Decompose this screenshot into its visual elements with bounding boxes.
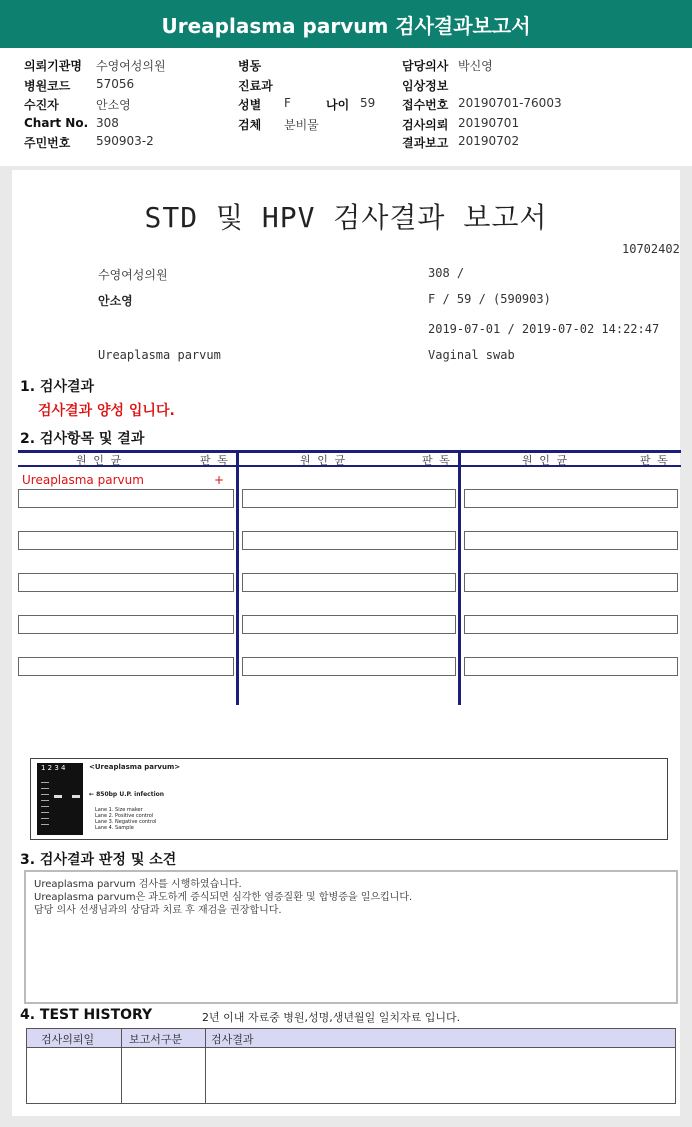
code-value: 57056 — [96, 77, 135, 91]
result-cell-r5-c3 — [464, 657, 678, 676]
age-label: 나이 — [326, 98, 350, 112]
ward-label: 병동 — [238, 59, 262, 73]
hospital-label: 의뢰기관명 — [24, 59, 82, 73]
doctor-label: 담당의사 — [402, 59, 449, 73]
opinion-line-3: 담당 의사 선생님과의 상담과 치료 후 재검을 권장합니다. — [34, 905, 282, 916]
history-col-date: 검사의뢰일 — [41, 1033, 95, 1046]
result-cell-r3-c2 — [242, 573, 456, 592]
patient-info-panel — [0, 48, 692, 166]
receipt-value: 20190701-76003 — [458, 96, 562, 110]
section-2-title: 2. 검사항목 및 결과 — [20, 431, 145, 447]
history-col-result: 검사결과 — [211, 1033, 254, 1046]
doc-test-name: Ureaplasma parvum — [98, 348, 221, 362]
section-4-title: 4. TEST HISTORY — [20, 1007, 153, 1023]
doctor-value: 박신영 — [458, 59, 493, 73]
section-1-result: 검사결과 양성 입니다. — [38, 403, 175, 419]
result-cell-r4-c1 — [18, 615, 234, 634]
section-1-title: 1. 검사결과 — [20, 379, 95, 395]
result-cell-r1-c3 — [464, 489, 678, 508]
grid-divider-1 — [236, 450, 239, 705]
grid-divider-2 — [458, 450, 461, 705]
hospital-value: 수영여성의원 — [96, 59, 166, 73]
col-pathogen-1: 원 인 균 — [76, 454, 122, 467]
receipt-label: 접수번호 — [402, 98, 449, 112]
document-title: STD 및 HPV 검사결과 보고서 — [144, 201, 548, 234]
result-cell-r3-c3 — [464, 573, 678, 592]
positive-control-band — [54, 795, 62, 798]
ssn-value: 590903-2 — [96, 134, 154, 148]
specimen-value: 분비물 — [284, 118, 319, 132]
col-pathogen-2: 원 인 균 — [300, 454, 346, 467]
report-header — [0, 0, 692, 48]
doc-date-line: 2019-07-01 / 2019-07-02 14:22:47 — [428, 322, 660, 336]
patient-label: 수진자 — [24, 98, 59, 112]
ssn-label: 주민번호 — [24, 136, 71, 150]
gel-figure — [30, 758, 668, 840]
first-item-name: Ureaplasma parvum — [22, 473, 144, 487]
sex-value: F — [284, 96, 291, 110]
opinion-line-2: Ureaplasma parvum은 과도하게 증식되면 심각한 염증질환 및 합병증을 일으킵니다. — [34, 892, 413, 903]
age-value: 59 — [360, 96, 376, 110]
result-cell-r5-c1 — [18, 657, 234, 676]
result-cell-r3-c1 — [18, 573, 234, 592]
gel-image — [37, 763, 83, 835]
first-item-result: + — [214, 473, 225, 487]
result-cell-r4-c3 — [464, 615, 678, 634]
section-3-title: 3. 검사결과 판정 및 소견 — [20, 852, 177, 868]
chart-value: 308 — [96, 116, 119, 130]
gel-legend-4: Lane 4. Sample — [95, 825, 134, 831]
gel-legend-1: Lane 1. Size maker — [95, 807, 143, 813]
patient-value: 안소영 — [96, 98, 131, 112]
result-cell-r1-c1 — [18, 489, 234, 508]
col-judge-1: 판 독 — [200, 454, 228, 467]
history-note: 2년 이내 자료중 병원,성명,생년월일 일치자료 입니다. — [202, 1011, 461, 1024]
col-pathogen-3: 원 인 균 — [522, 454, 568, 467]
report-label: 결과보고 — [402, 136, 449, 150]
specimen-label: 검체 — [238, 118, 262, 132]
col-judge-3: 판 독 — [640, 454, 668, 467]
history-col-type: 보고서구분 — [129, 1033, 183, 1046]
request-label: 검사의뢰 — [402, 118, 449, 132]
report-value: 20190702 — [458, 134, 520, 148]
doc-sex-age: F / 59 / (590903) — [428, 292, 551, 306]
opinion-box — [24, 870, 678, 1004]
col-judge-2: 판 독 — [422, 454, 450, 467]
clinical-label: 임상정보 — [402, 79, 449, 93]
result-cell-r1-c2 — [242, 489, 456, 508]
dept-label: 진료과 — [238, 79, 273, 93]
document-number: 10702402 — [622, 242, 680, 256]
report-header-title: Ureaplasma parvum 검사결과보고서 — [161, 13, 531, 38]
result-cell-r5-c2 — [242, 657, 456, 676]
gel-lane-numbers: 1 2 3 4 — [41, 764, 66, 772]
results-grid — [18, 450, 681, 705]
gel-title: <Ureaplasma parvum> — [89, 763, 181, 771]
result-cell-r2-c3 — [464, 531, 678, 550]
doc-patient: 안소영 — [98, 294, 133, 308]
doc-hospital: 수영여성의원 — [98, 268, 168, 282]
history-table — [26, 1028, 676, 1104]
sample-band — [72, 795, 80, 798]
result-cell-r2-c2 — [242, 531, 456, 550]
code-label: 병원코드 — [24, 79, 71, 93]
opinion-line-1: Ureaplasma parvum 검사를 시행하였습니다. — [34, 879, 242, 890]
chart-label: Chart No. — [24, 116, 89, 130]
sex-label: 성별 — [238, 98, 262, 112]
report-sheet — [12, 170, 680, 1116]
result-cell-r4-c2 — [242, 615, 456, 634]
size-marker-band — [41, 777, 49, 829]
doc-chart-line: 308 / — [428, 266, 465, 280]
doc-sample: Vaginal swab — [428, 348, 515, 362]
gel-legend-2: Lane 2. Positive control — [95, 813, 154, 819]
request-value: 20190701 — [458, 116, 520, 130]
gel-band-label: ← 850bp U.P. infection — [89, 791, 165, 798]
gel-legend-3: Lane 3. Negative control — [95, 819, 157, 825]
result-cell-r2-c1 — [18, 531, 234, 550]
